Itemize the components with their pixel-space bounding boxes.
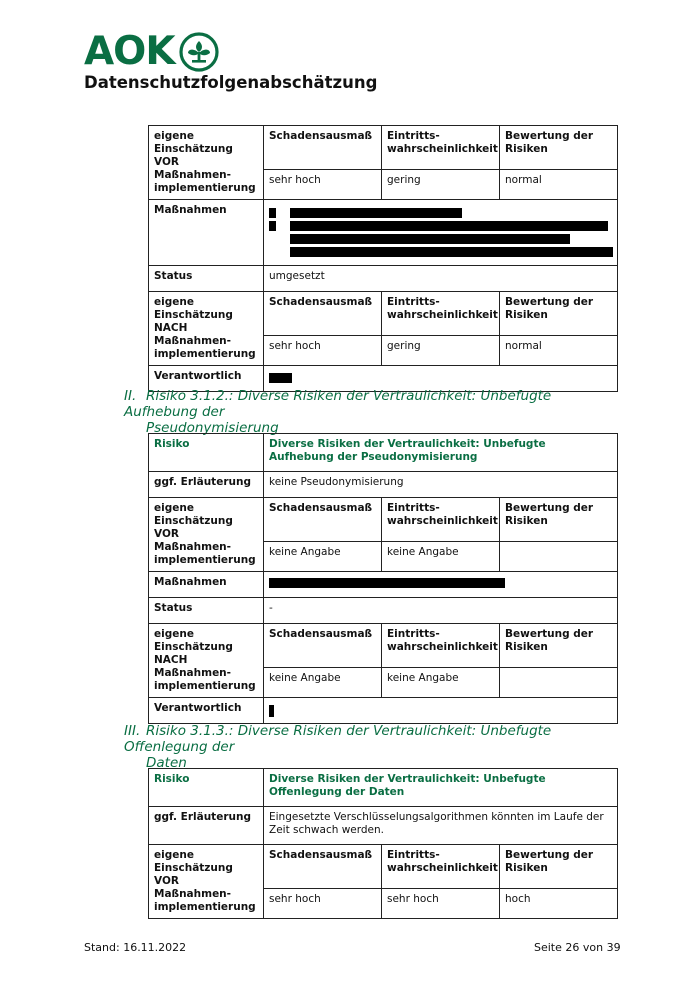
section-heading-3 — [124, 723, 624, 771]
header-schadensausmass: Schadensausmaß — [264, 624, 382, 668]
label-verantwortlich: Verantwortlich — [149, 366, 264, 392]
header-bewertung: Bewertung der Risiken — [500, 624, 618, 668]
massnahmen-redacted — [264, 572, 618, 598]
label-massnahmen: Maßnahmen — [149, 572, 264, 598]
label-eigene-vor: eigene Einschätzung VOR Maßnahmen-implementierung — [149, 498, 264, 572]
table-row — [149, 698, 618, 724]
nach-bewertung: normal — [500, 335, 618, 365]
vor-eintritt: sehr hoch — [382, 888, 500, 918]
logo-text: AOK — [84, 29, 175, 74]
label-risiko: Risiko — [149, 769, 264, 807]
header-eintritt: Eintritts-wahrscheinlichkeit — [382, 126, 500, 170]
section-heading-line2: Daten — [146, 755, 187, 771]
vor-bewertung — [500, 541, 618, 571]
section-heading-line2: Pseudonymisierung — [146, 420, 279, 436]
table-row — [149, 598, 618, 624]
header-schadensausmass: Schadensausmaß — [264, 292, 382, 336]
table-row — [149, 572, 618, 598]
label-eigene-vor: eigene Einschätzung VOR Maßnahmen-implementierung — [149, 126, 264, 200]
nach-eintritt: gering — [382, 335, 500, 365]
table-row — [149, 200, 618, 266]
erlaeuterung-value: Eingesetzte Verschlüsselungsalgorithmen könnten im Laufe der Zeit schwach werden. — [264, 807, 618, 845]
label-status: Status — [149, 598, 264, 624]
table-row — [149, 292, 618, 336]
nach-eintritt: keine Angabe — [382, 667, 500, 697]
table-row — [149, 498, 618, 542]
header-eintritt: Eintritts-wahrscheinlichkeit — [382, 498, 500, 542]
header-bewertung: Bewertung der Risiken — [500, 292, 618, 336]
vor-bewertung: hoch — [500, 888, 618, 918]
table-row — [149, 266, 618, 292]
header-bewertung: Bewertung der Risiken — [500, 845, 618, 889]
label-eigene-nach: eigene Einschätzung NACH Maßnahmen-implementierung — [149, 624, 264, 698]
nach-schaden: keine Angabe — [264, 667, 382, 697]
vor-schaden: keine Angabe — [264, 541, 382, 571]
table-row — [149, 472, 618, 498]
nach-bewertung — [500, 667, 618, 697]
label-verantwortlich: Verantwortlich — [149, 698, 264, 724]
header-schadensausmass: Schadensausmaß — [264, 498, 382, 542]
risiko-value: Diverse Risiken der Vertraulichkeit: Unbefugte Aufhebung der Pseudonymisierung — [264, 434, 618, 472]
header-bewertung: Bewertung der Risiken — [500, 498, 618, 542]
document-title: Datenschutzfolgenabschätzung — [84, 73, 378, 92]
vor-eintritt: gering — [382, 169, 500, 199]
footer-stand: Stand: 16.11.2022 — [84, 941, 187, 954]
section-number: III. — [124, 723, 141, 739]
section-heading-line1: Risiko 3.1.3.: Diverse Risiken der Vertraulichkeit: Unbefugte Offenlegung der — [124, 723, 552, 755]
nach-schaden: sehr hoch — [264, 335, 382, 365]
risiko-value: Diverse Risiken der Vertraulichkeit: Unbefugte Offenlegung der Daten — [264, 769, 618, 807]
header-eintritt: Eintritts-wahrscheinlichkeit — [382, 624, 500, 668]
table-row — [149, 807, 618, 845]
erlaeuterung-value: keine Pseudonymisierung — [264, 472, 618, 498]
header-schadensausmass: Schadensausmaß — [264, 126, 382, 170]
label-erlaeuterung: ggf. Erläuterung — [149, 472, 264, 498]
table-row — [149, 769, 618, 807]
table-row — [149, 434, 618, 472]
status-value: umgesetzt — [264, 266, 618, 292]
vor-schaden: sehr hoch — [264, 169, 382, 199]
vor-eintritt: keine Angabe — [382, 541, 500, 571]
footer-page-number: Seite 26 von 39 — [534, 941, 621, 954]
table-row — [149, 845, 618, 889]
risk-table-3 — [148, 768, 618, 919]
label-eigene-nach: eigene Einschätzung NACH Maßnahmen-implementierung — [149, 292, 264, 366]
aok-tree-icon — [179, 32, 219, 72]
vor-schaden: sehr hoch — [264, 888, 382, 918]
section-heading-2 — [124, 388, 624, 436]
risk-table-2 — [148, 433, 618, 724]
label-status: Status — [149, 266, 264, 292]
massnahmen-redacted — [264, 200, 618, 266]
status-value: - — [264, 598, 618, 624]
section-number: II. — [124, 388, 137, 404]
section-heading-line1: Risiko 3.1.2.: Diverse Risiken der Vertraulichkeit: Unbefugte Aufhebung der — [124, 388, 552, 420]
label-risiko: Risiko — [149, 434, 264, 472]
vor-bewertung: normal — [500, 169, 618, 199]
risk-table-1 — [148, 125, 618, 392]
table-row — [149, 126, 618, 170]
table-row — [149, 624, 618, 668]
aok-logo — [84, 29, 219, 74]
header-eintritt: Eintritts-wahrscheinlichkeit — [382, 292, 500, 336]
label-erlaeuterung: ggf. Erläuterung — [149, 807, 264, 845]
header-eintritt: Eintritts-wahrscheinlichkeit — [382, 845, 500, 889]
header-schadensausmass: Schadensausmaß — [264, 845, 382, 889]
verantwortlich-redacted — [264, 698, 618, 724]
label-eigene-vor: eigene Einschätzung VOR Maßnahmen-implementierung — [149, 845, 264, 919]
header-bewertung: Bewertung der Risiken — [500, 126, 618, 170]
label-massnahmen: Maßnahmen — [149, 200, 264, 266]
